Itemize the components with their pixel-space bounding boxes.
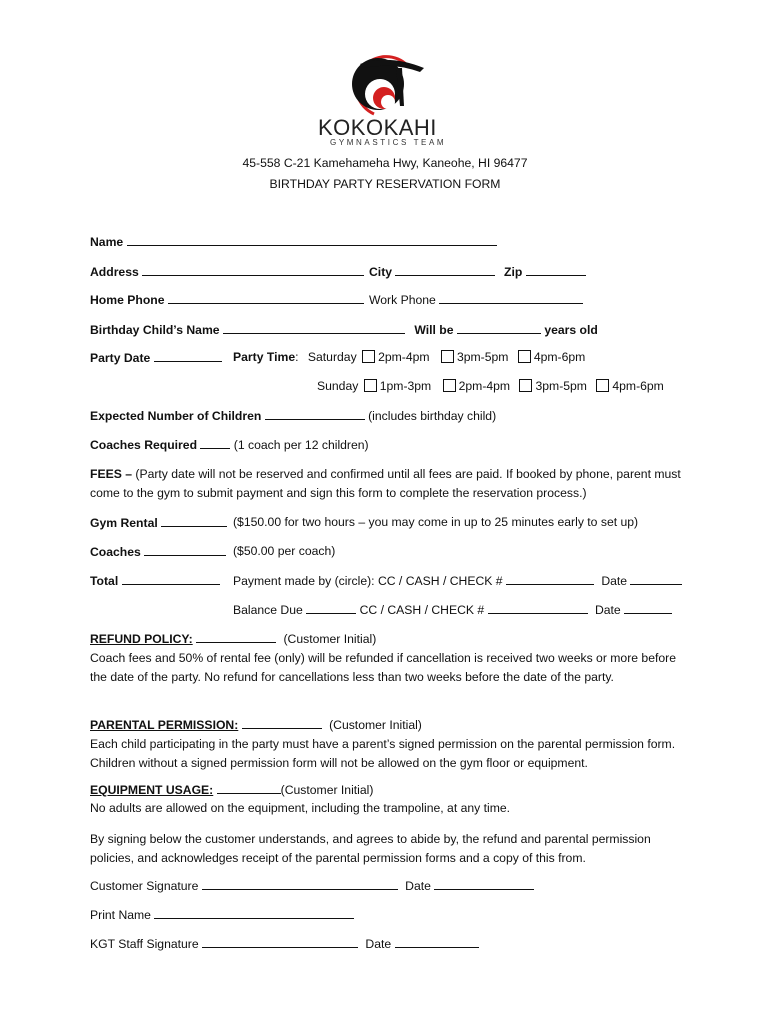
customer-signature-row	[90, 878, 534, 894]
coaches-price: ($50.00 per coach)	[233, 544, 336, 558]
party-date-row	[90, 350, 222, 366]
birthday-child-input-line[interactable]	[223, 322, 405, 334]
refund-heading: REFUND POLICY:	[90, 632, 193, 646]
equipment-text: No adults are allowed on the equipment, including the trampoline, at any time.	[90, 801, 511, 815]
coaches-row	[90, 544, 226, 560]
sat-slot-1-label: 2pm-4pm	[378, 350, 430, 364]
expected-children-label: Expected Number of Children	[90, 409, 262, 423]
gym-rental-input-line[interactable]	[161, 515, 227, 527]
home-phone-label: Home Phone	[90, 293, 165, 307]
balance-methods: CC / CASH / CHECK #	[359, 603, 485, 617]
refund-initial-label: (Customer Initial)	[283, 632, 377, 646]
age-input-line[interactable]	[457, 322, 541, 334]
balance-row	[233, 602, 672, 618]
fees-text: (Party date will not be reserved and confirmed until all fees are paid. If booked by phone, parent must come to the gym to submit payment and sign this form to complete the reservation process.)	[90, 467, 681, 500]
gym-address: 45-558 C-21 Kamehameha Hwy, Kaneohe, HI 96477	[242, 156, 528, 170]
parental-initial-label: (Customer Initial)	[329, 718, 422, 732]
party-time-saturday-row	[233, 350, 585, 365]
birthday-child-row	[90, 322, 598, 338]
parental-text: Each child participating in the party must have a parent’s signed permission on the parental permission form. Children without a signed permission form will not be allowed on the gym floor or equipment.	[90, 737, 676, 770]
expected-children-input-line[interactable]	[265, 408, 365, 420]
city-label: City	[369, 265, 393, 279]
sun-slot-4-checkbox[interactable]	[596, 379, 609, 392]
balance-date-label: Date	[594, 603, 621, 617]
print-name-line[interactable]	[154, 907, 354, 919]
print-name-label: Print Name	[90, 908, 151, 922]
logo-wordmark: KOKOKAHI	[318, 115, 437, 140]
total-label: Total	[90, 574, 119, 588]
expected-children-row	[90, 408, 496, 424]
party-date-label: Party Date	[90, 351, 151, 365]
payment-row	[233, 573, 682, 589]
party-time-label: Party Time	[233, 350, 296, 364]
zip-row	[504, 264, 586, 280]
payment-made-label: Payment made by (circle): CC / CASH / CHECK #	[233, 574, 503, 588]
coaches-label: Coaches	[90, 545, 141, 559]
logo-subtext: GYMNASTICS TEAM	[330, 138, 447, 147]
refund-heading-row	[90, 631, 376, 647]
customer-date-label: Date	[405, 879, 431, 893]
equipment-heading-row	[90, 782, 373, 798]
zip-label: Zip	[504, 265, 523, 279]
sun-slot-3-checkbox[interactable]	[519, 379, 532, 392]
zip-input-line[interactable]	[526, 264, 586, 276]
name-label: Name	[90, 235, 124, 249]
coaches-required-row	[90, 437, 369, 453]
customer-date-line[interactable]	[434, 878, 534, 890]
staff-signature-label: KGT Staff Signature	[90, 937, 199, 951]
payment-date-label: Date	[601, 574, 628, 588]
party-date-input-line[interactable]	[154, 350, 222, 362]
sun-slot-4-label: 4pm-6pm	[612, 379, 664, 393]
home-phone-row	[90, 292, 364, 308]
refund-initial-line[interactable]	[196, 631, 276, 643]
address-row	[90, 264, 364, 280]
sunday-label: Sunday	[317, 379, 359, 393]
sun-slot-2-label: 2pm-4pm	[458, 379, 511, 393]
party-time-colon: :	[295, 350, 299, 364]
address-label: Address	[90, 265, 139, 279]
customer-signature-label: Customer Signature	[90, 879, 199, 893]
city-row	[369, 264, 495, 280]
parental-heading-row	[90, 717, 422, 733]
total-row	[90, 573, 220, 589]
address-input-line[interactable]	[142, 264, 364, 276]
fees-paragraph	[90, 465, 690, 502]
refund-text: Coach fees and 50% of rental fee (only) will be refunded if cancellation is received two weeks or more before the date of the party. No refund for cancellations less than two weeks before the date of the party.	[90, 651, 676, 684]
equipment-initial-label: (Customer Initial)	[280, 783, 374, 797]
coaches-required-input-line[interactable]	[200, 437, 230, 449]
years-old-label: years old	[544, 323, 598, 337]
gym-rental-label: Gym Rental	[90, 516, 158, 530]
form-title: BIRTHDAY PARTY RESERVATION FORM	[269, 177, 501, 191]
parental-initial-line[interactable]	[242, 717, 322, 729]
balance-check-input-line[interactable]	[488, 602, 588, 614]
work-phone-input-line[interactable]	[439, 292, 583, 304]
name-row	[90, 234, 497, 250]
sun-slot-2-checkbox[interactable]	[443, 379, 456, 392]
balance-date-input-line[interactable]	[624, 602, 672, 614]
work-phone-row	[369, 292, 583, 308]
coaches-note: (1 coach per 12 children)	[233, 438, 369, 452]
sat-slot-2-label: 3pm-5pm	[456, 350, 509, 364]
sat-slot-3-label: 4pm-6pm	[533, 350, 586, 364]
customer-signature-line[interactable]	[202, 878, 398, 890]
sun-slot-1-label: 1pm-3pm	[379, 379, 432, 393]
fees-label: FEES –	[90, 467, 132, 481]
party-time-sunday-row	[317, 379, 664, 394]
total-input-line[interactable]	[122, 573, 220, 585]
agreement-text: By signing below the customer understands, and agrees to abide by, the refund and parental permission policies, and acknowledges receipt of the parental permission forms and a copy of this from.	[90, 832, 651, 865]
sat-slot-2-checkbox[interactable]	[441, 350, 454, 363]
staff-date-line[interactable]	[395, 936, 479, 948]
sat-slot-3-checkbox[interactable]	[518, 350, 531, 363]
home-phone-input-line[interactable]	[168, 292, 364, 304]
gym-rental-note: ($150.00 for two hours – you may come in up to 25 minutes early to set up)	[233, 515, 639, 529]
will-be-label: Will be	[414, 323, 454, 337]
print-name-row	[90, 907, 354, 923]
parental-heading: PARENTAL PERMISSION:	[90, 718, 239, 732]
staff-date-label: Date	[365, 937, 392, 951]
check-number-input-line[interactable]	[506, 573, 594, 585]
work-phone-label: Work Phone	[369, 293, 436, 307]
sun-slot-3-label: 3pm-5pm	[535, 379, 587, 393]
coaches-required-label: Coaches Required	[90, 438, 198, 452]
staff-signature-row	[90, 936, 479, 952]
balance-due-label: Balance Due	[233, 603, 303, 617]
payment-date-input-line[interactable]	[630, 573, 682, 585]
balance-due-input-line[interactable]	[306, 602, 356, 614]
sun-slot-1-checkbox[interactable]	[364, 379, 377, 392]
saturday-label: Saturday	[307, 350, 357, 364]
staff-signature-line[interactable]	[202, 936, 358, 948]
sat-slot-1-checkbox[interactable]	[362, 350, 375, 363]
birthday-child-label: Birthday Child’s Name	[90, 323, 220, 337]
city-input-line[interactable]	[395, 264, 495, 276]
equipment-initial-line[interactable]	[217, 782, 281, 794]
coaches-input-line[interactable]	[144, 544, 226, 556]
name-input-line[interactable]	[127, 234, 497, 246]
gym-rental-row	[90, 515, 227, 531]
includes-note: (includes birthday child)	[368, 409, 497, 423]
equipment-heading: EQUIPMENT USAGE:	[90, 783, 214, 797]
